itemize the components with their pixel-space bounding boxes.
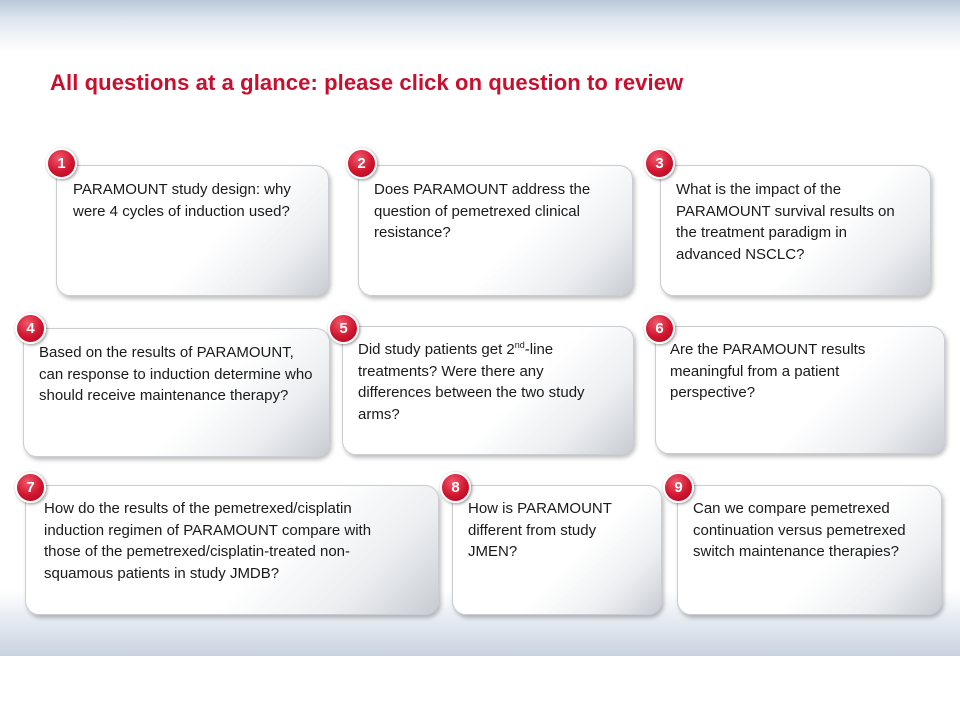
top-gradient-band (0, 0, 960, 52)
question-number-badge-4[interactable]: 4 (15, 313, 46, 344)
question-number-badge-7[interactable]: 7 (15, 472, 46, 503)
question-number-badge-1[interactable]: 1 (46, 148, 77, 179)
question-text-2: Does PARAMOUNT address the question of pemetrexed clinical resistance? (374, 181, 591, 241)
question-text-3: What is the impact of the PARAMOUNT survival results on the treatment paradigm in advanced NSCLC? (676, 181, 895, 263)
question-text-7: How do the results of the pemetrexed/cisplatin induction regimen of PARAMOUNT compare with those of the pemetrexed/cisplatin-treated non-squamous patients in study JMDB? (44, 500, 372, 582)
question-text-6: Are the PARAMOUNT results meaningful from a patient perspective? (670, 341, 866, 401)
question-text-9: Can we compare pemetrexed continuation versus pemetrexed switch maintenance therapies? (693, 500, 906, 560)
page-title: All questions at a glance: please click on question to review (50, 70, 684, 95)
question-number-badge-2[interactable]: 2 (346, 148, 377, 179)
question-text-5-superscript: nd (514, 340, 525, 350)
question-number-badge-6[interactable]: 6 (644, 313, 675, 344)
question-text-4: Based on the results of PARAMOUNT, can response to induction determine who should receive maintenance therapy? (39, 344, 313, 404)
question-number-badge-3[interactable]: 3 (644, 148, 675, 179)
question-text-5-part-1: Did study patients get 2 (358, 341, 515, 358)
question-text-8: How is PARAMOUNT different from study JMEN? (468, 500, 612, 560)
question-text-5-part-2: -line treatments? Were there any differences between the two study arms? (358, 341, 585, 423)
question-number-badge-9[interactable]: 9 (663, 472, 694, 503)
question-number-badge-5[interactable]: 5 (328, 313, 359, 344)
question-text-1: PARAMOUNT study design: why were 4 cycles of induction used? (73, 181, 291, 220)
question-text-5 (358, 339, 620, 425)
question-number-badge-8[interactable]: 8 (440, 472, 471, 503)
